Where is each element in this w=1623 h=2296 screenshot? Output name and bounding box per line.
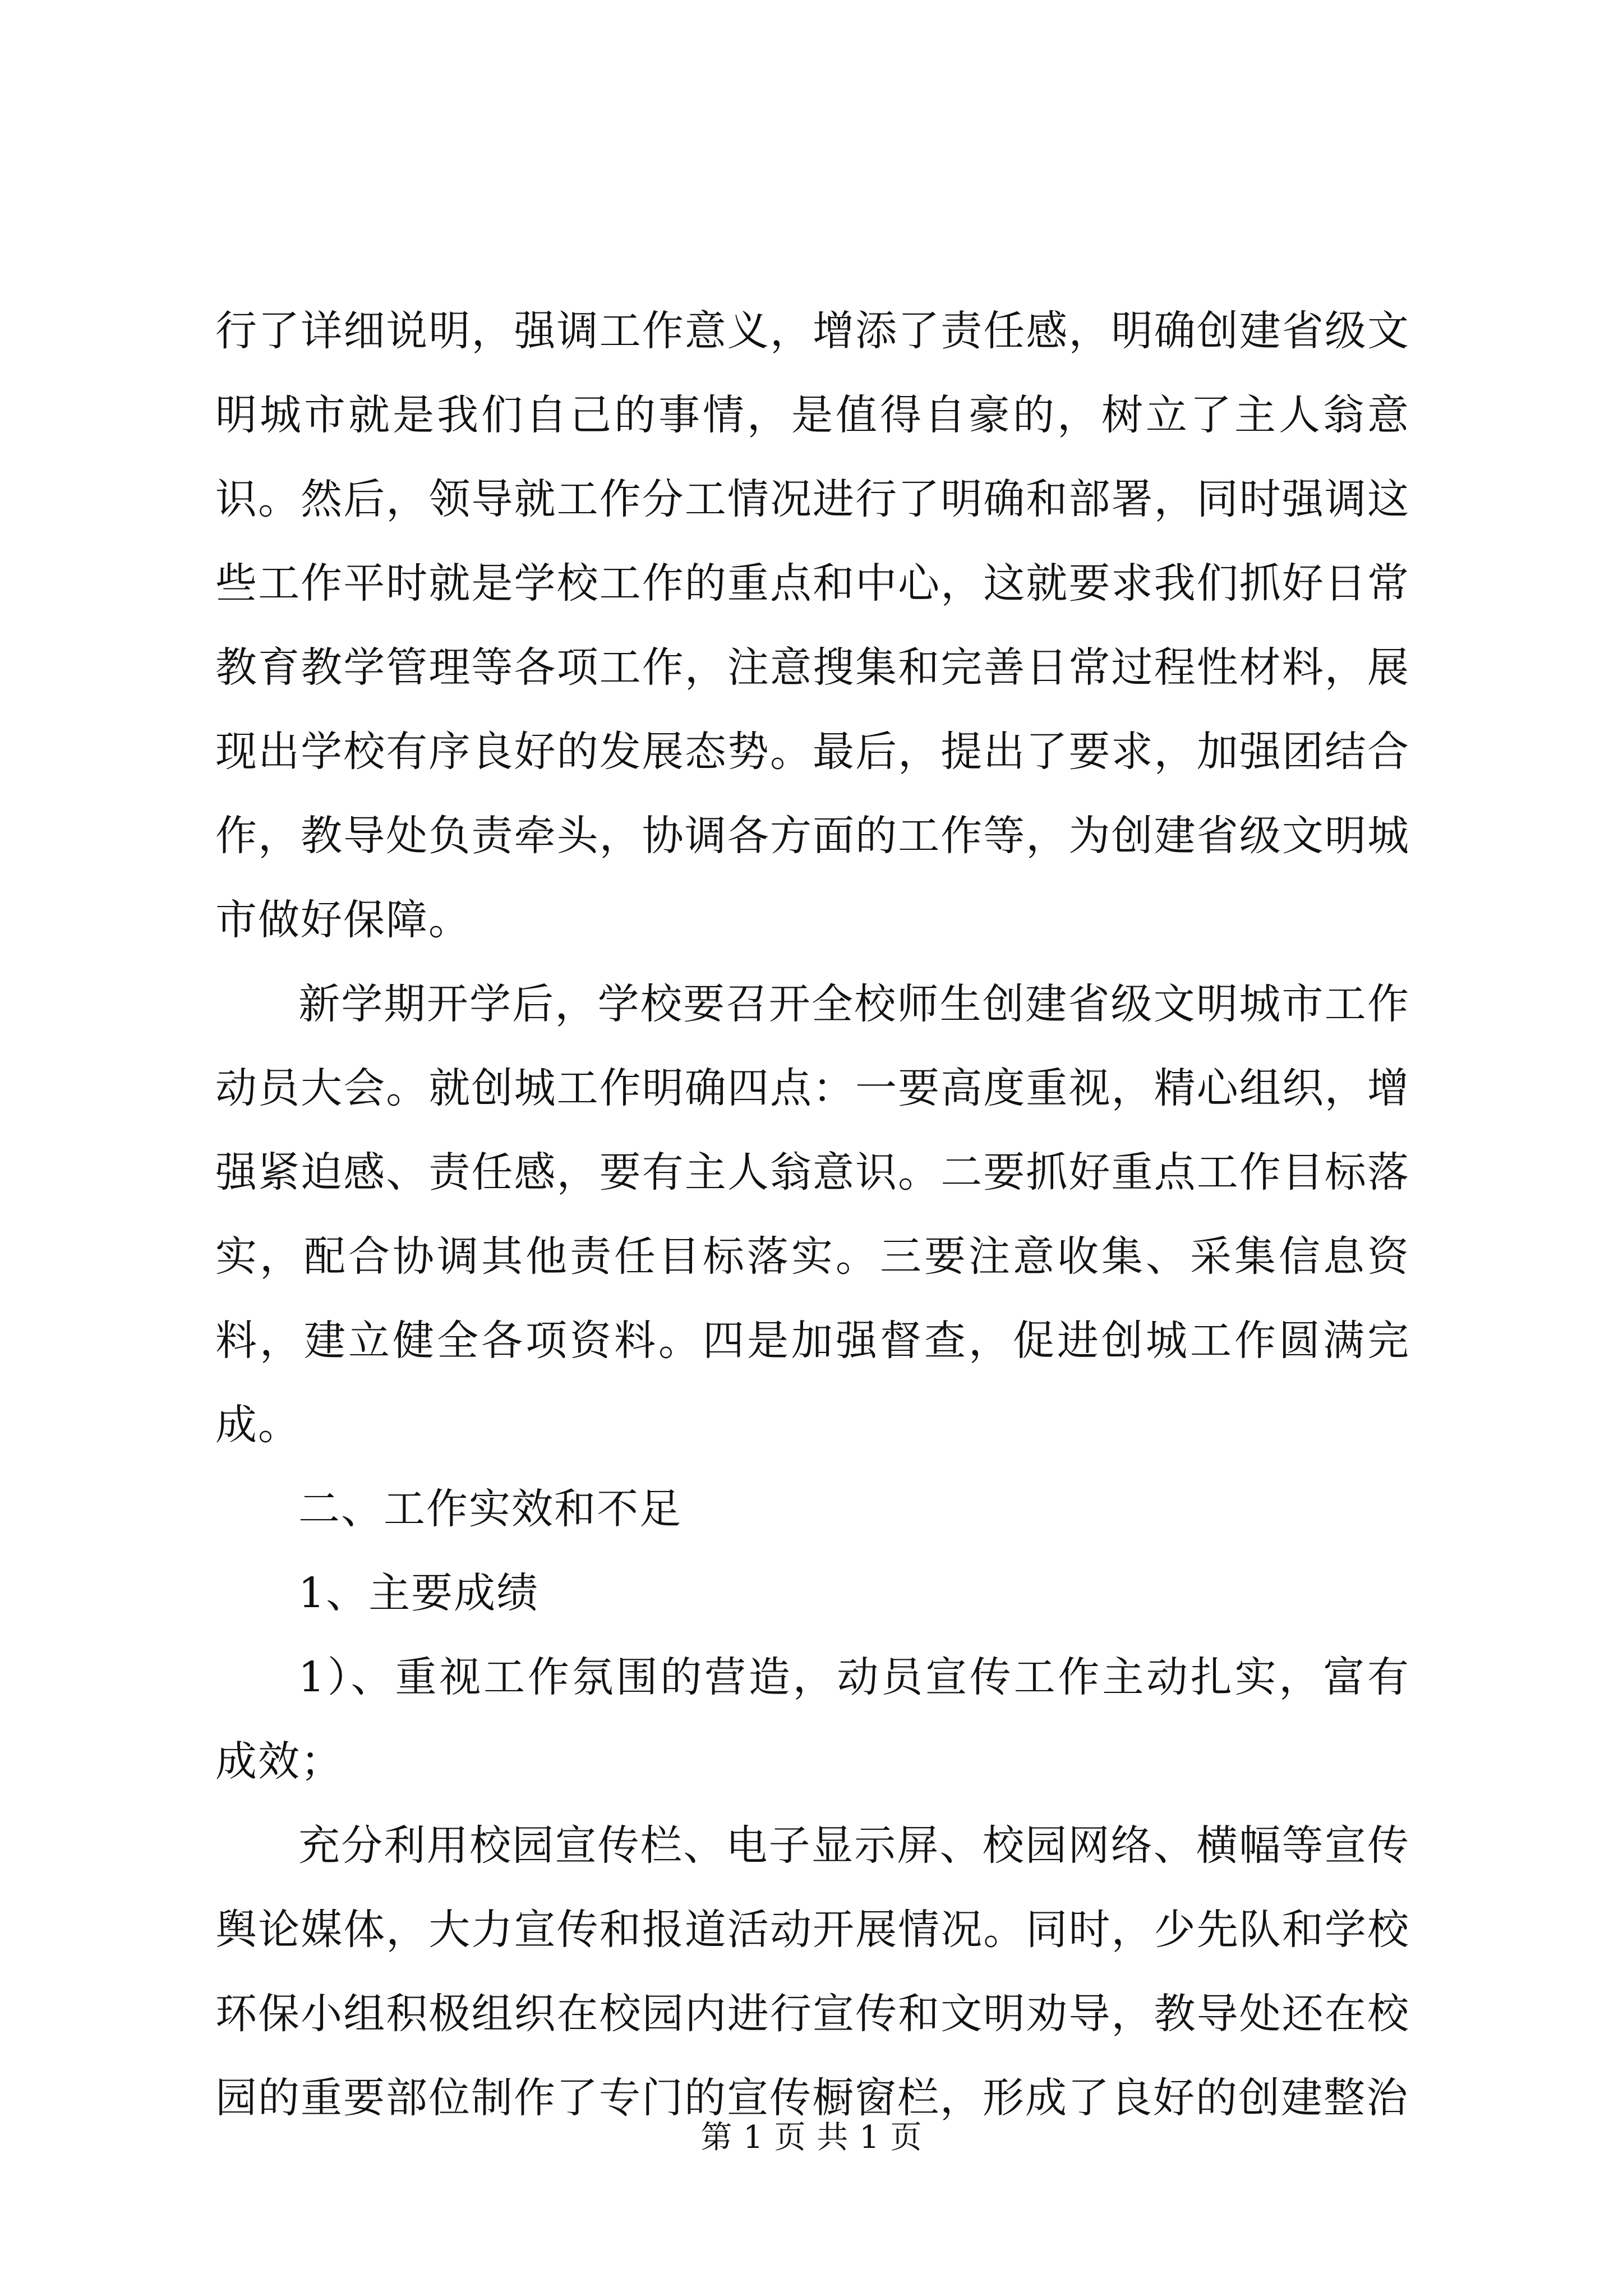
section-heading-2: 二、工作实效和不足 [298, 1485, 682, 1533]
list-item-1: 1）、重视工作氛围的营造，动员宣传工作主动扎实，富有成效； [215, 1653, 1410, 1786]
subsection-heading-1: 1、主要成绩 [298, 1569, 540, 1617]
page-footer: 第 1 页 共 1 页 [700, 2119, 923, 2156]
paragraph-2: 新学期开学后，学校要召开全校师生创建省级文明城市工作动员大会。就创城工作明确四点：一要高度重视，精心组织，增强紧迫感、责任感，要有主人翁意识。二要抓好重点工作目标落实，配合协调其他责任目标落实。三要注意收集、采集信息资料，建立健全各项资料。四是加强督查，促进创城工作圆满完成。 [215, 980, 1410, 1449]
document-body [215, 289, 1410, 2140]
paragraph-3: 充分利用校园宣传栏、电子显示屏、校园网络、横幅等宣传舆论媒体，大力宣传和报道活动开展情况。同时，少先队和学校环保小组积极组织在校园内进行宣传和文明劝导，教导处还在校园的重要部位制作了专门的宣传橱窗栏，形成了良好的创建整治 [215, 1821, 1410, 2122]
paragraph-1: 行了详细说明，强调工作意义，增添了责任感，明确创建省级文明城市就是我们自己的事情，是值得自豪的，树立了主人翁意识。然后，领导就工作分工情况进行了明确和部署，同时强调这些工作平时就是学校工作的重点和中心，这就要求我们抓好日常教育教学管理等各项工作，注意搜集和完善日常过程性材料，展现出学校有序良好的发展态势。最后，提出了要求，加强团结合作，教导处负责牵头，协调各方面的工作等，为创建省级文明城市做好保障。 [215, 307, 1410, 944]
